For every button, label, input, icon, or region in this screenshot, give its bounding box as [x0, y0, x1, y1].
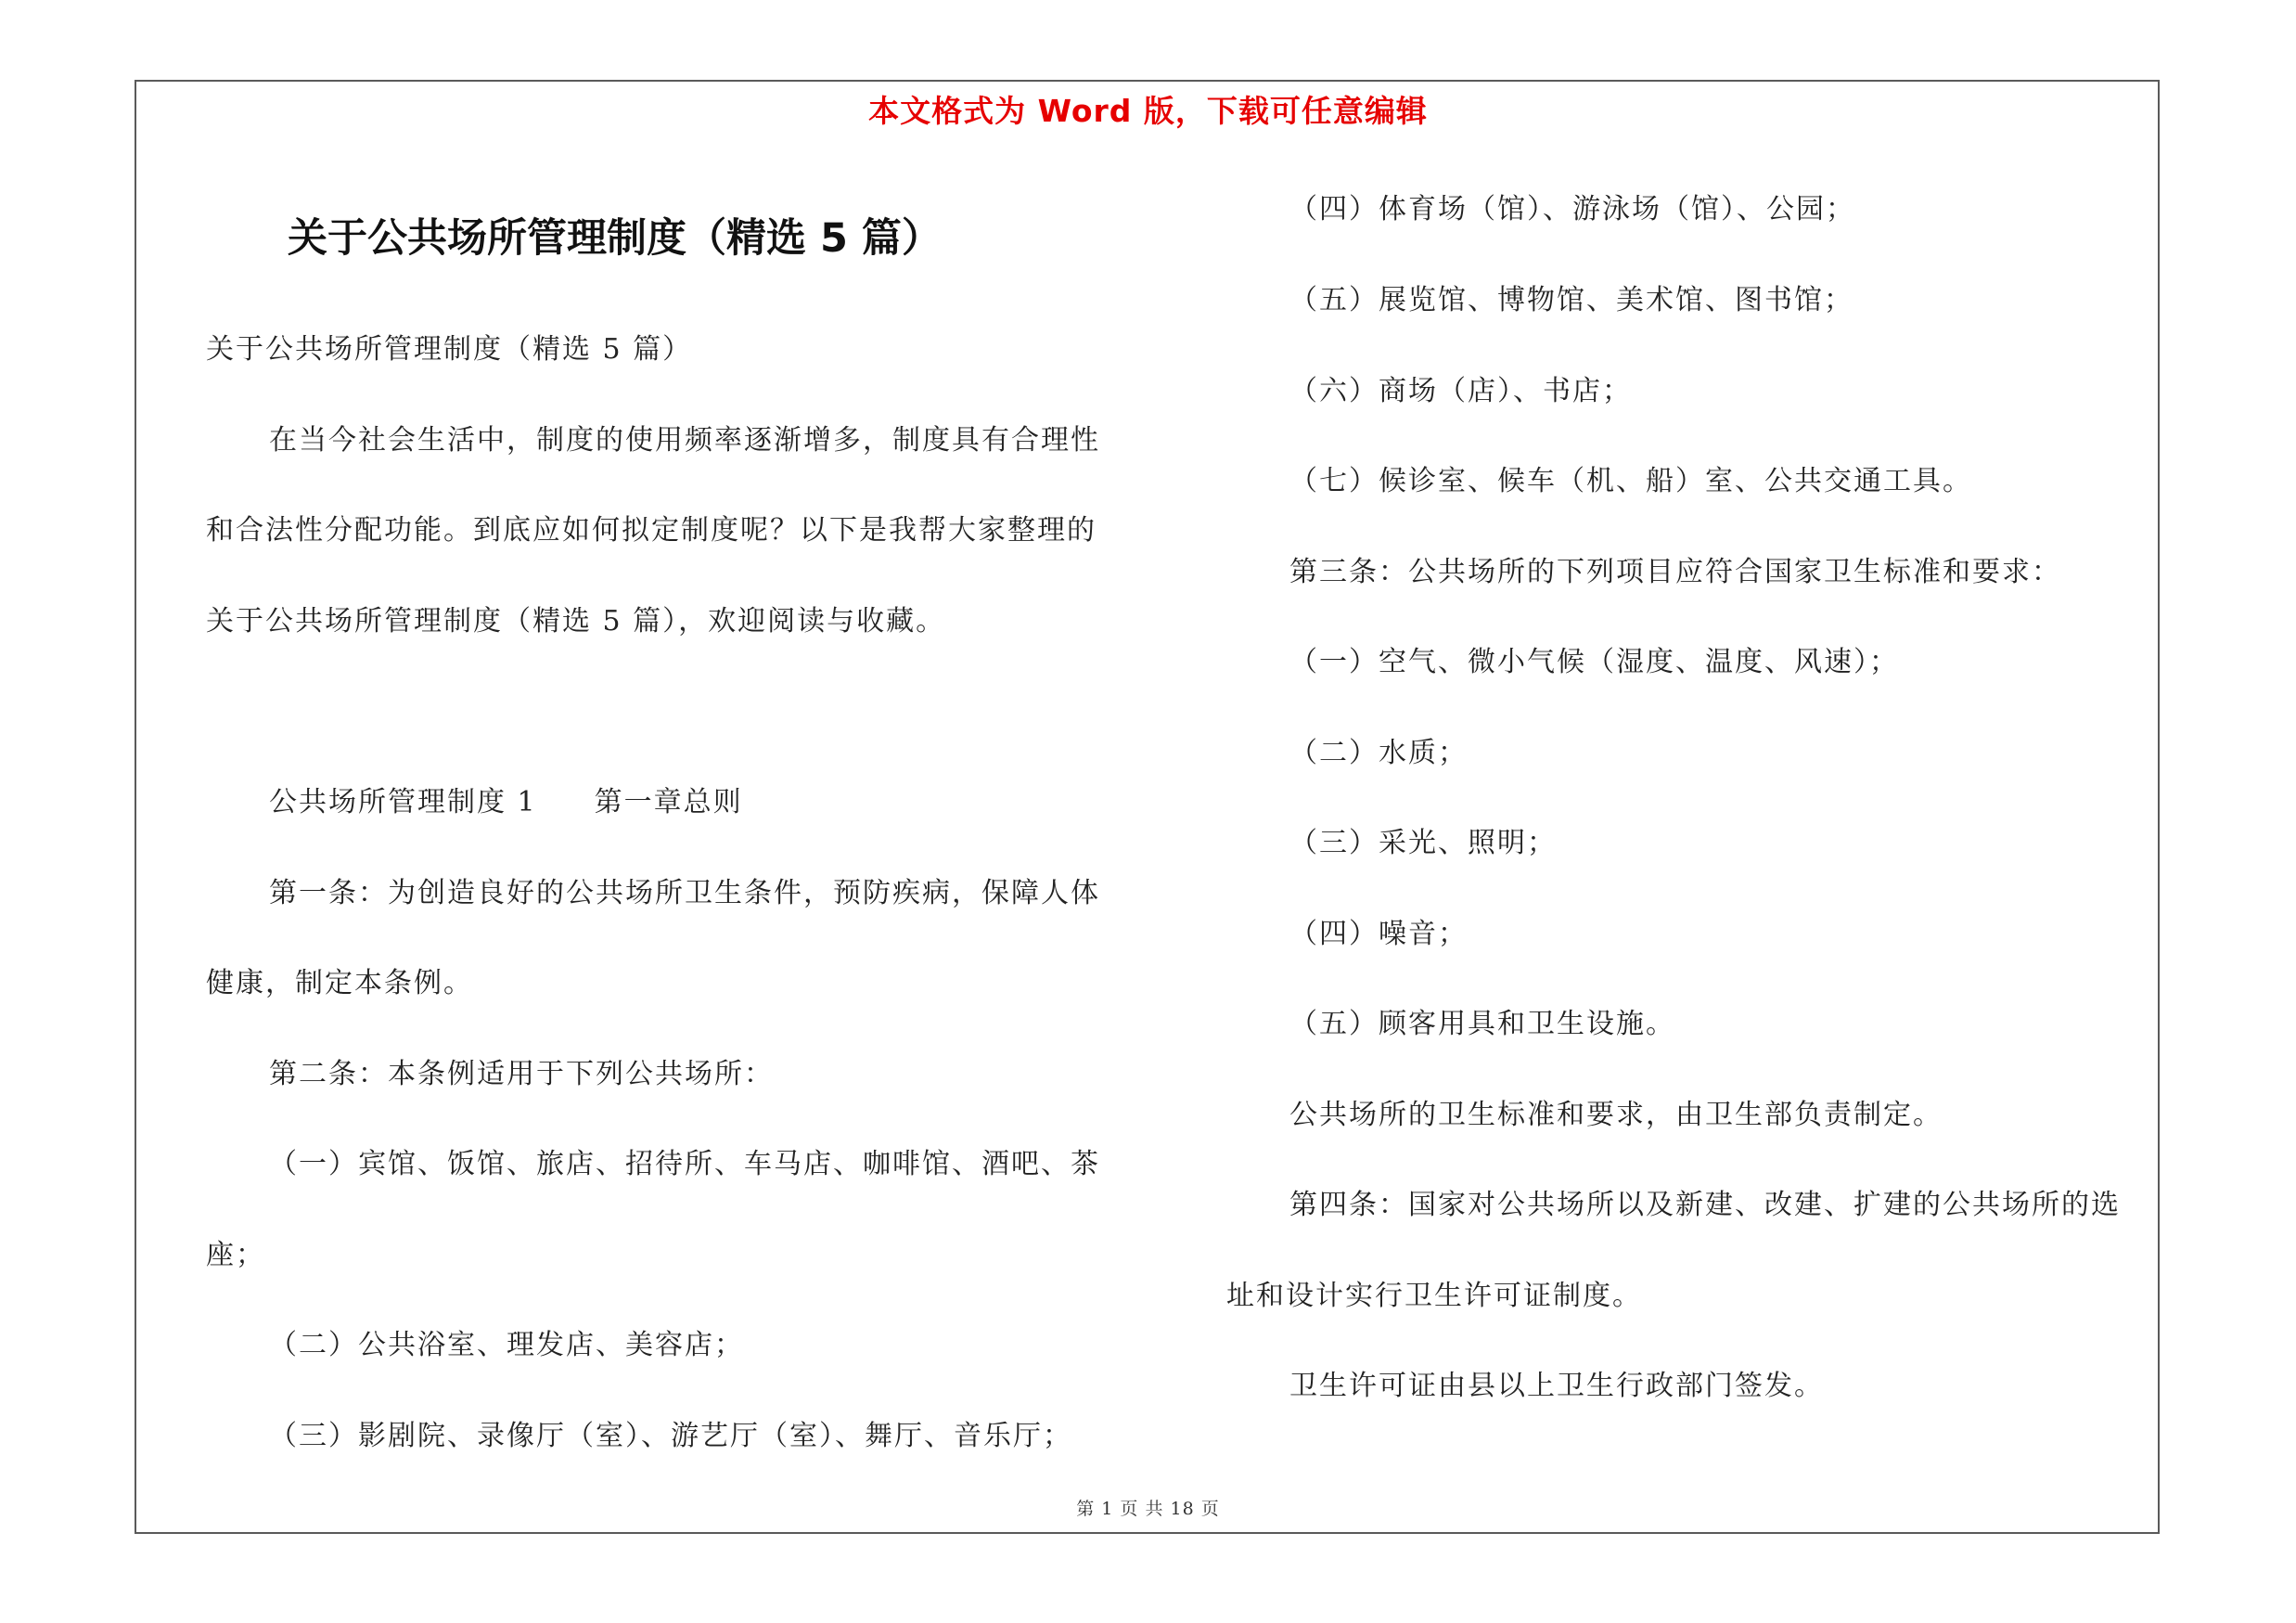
- list-item: （六）商场（店）、书店；: [1289, 375, 1632, 407]
- article-line: 第一条：为创造良好的公共场所卫生条件，预防疾病，保障人体: [269, 877, 1100, 909]
- document-title: 关于公共场所管理制度（精选 5 篇）: [288, 215, 942, 262]
- paragraph-line: 和合法性分配功能。到底应如何拟定制度呢？以下是我帮大家整理的: [206, 514, 1097, 547]
- article-line: 第二条：本条例适用于下列公共场所：: [269, 1058, 774, 1090]
- list-item: （二）水质；: [1289, 737, 1468, 769]
- list-item: （一）宾馆、饭馆、旅店、招待所、车马店、咖啡馆、酒吧、茶: [269, 1148, 1100, 1180]
- subtitle-line: 关于公共场所管理制度（精选 5 篇）: [206, 333, 693, 366]
- list-item: 座；: [206, 1239, 265, 1271]
- word-format-banner: 本文格式为 Word 版，下载可任意编辑: [868, 93, 1428, 129]
- section-heading: [269, 784, 743, 821]
- article-line: 第四条：国家对公共场所以及新建、改建、扩建的公共场所的选: [1289, 1189, 2121, 1221]
- paragraph-line: 卫生许可证由县以上卫生行政部门签发。: [1289, 1370, 1824, 1402]
- page-number-footer: 第 1 页 共 18 页: [1076, 1499, 1220, 1519]
- list-item: （五）顾客用具和卫生设施。: [1289, 1008, 1675, 1040]
- article-line: 址和设计实行卫生许可证制度。: [1226, 1280, 1642, 1312]
- list-item: （二）公共浴室、理发店、美容店；: [269, 1329, 744, 1361]
- list-item: （七）候诊室、候车（机、船）室、公共交通工具。: [1289, 465, 1972, 497]
- chapter-title: 第一章总则: [594, 786, 743, 818]
- paragraph-line: 在当今社会生活中，制度的使用频率逐渐增多，制度具有合理性: [269, 424, 1100, 457]
- list-item: （四）体育场（馆）、游泳场（馆）、公园；: [1289, 193, 1855, 225]
- list-item: （三）采光、照明；: [1289, 827, 1557, 859]
- list-item: （五）展览馆、博物馆、美术馆、图书馆；: [1289, 284, 1853, 316]
- list-item: （四）噪音；: [1289, 918, 1468, 950]
- paragraph-line: 关于公共场所管理制度（精选 5 篇），欢迎阅读与收藏。: [206, 605, 946, 638]
- section-title: 公共场所管理制度 1: [269, 786, 537, 818]
- list-item: （三）影剧院、录像厅（室）、游艺厅（室）、舞厅、音乐厅；: [269, 1420, 1072, 1452]
- paragraph-line: 公共场所的卫生标准和要求，由卫生部负责制定。: [1289, 1099, 1943, 1131]
- article-line: 健康，制定本条例。: [206, 967, 473, 999]
- list-item: （一）空气、微小气候（湿度、温度、风速）；: [1289, 646, 1899, 678]
- article-line: 第三条：公共场所的下列项目应符合国家卫生标准和要求：: [1289, 556, 2061, 588]
